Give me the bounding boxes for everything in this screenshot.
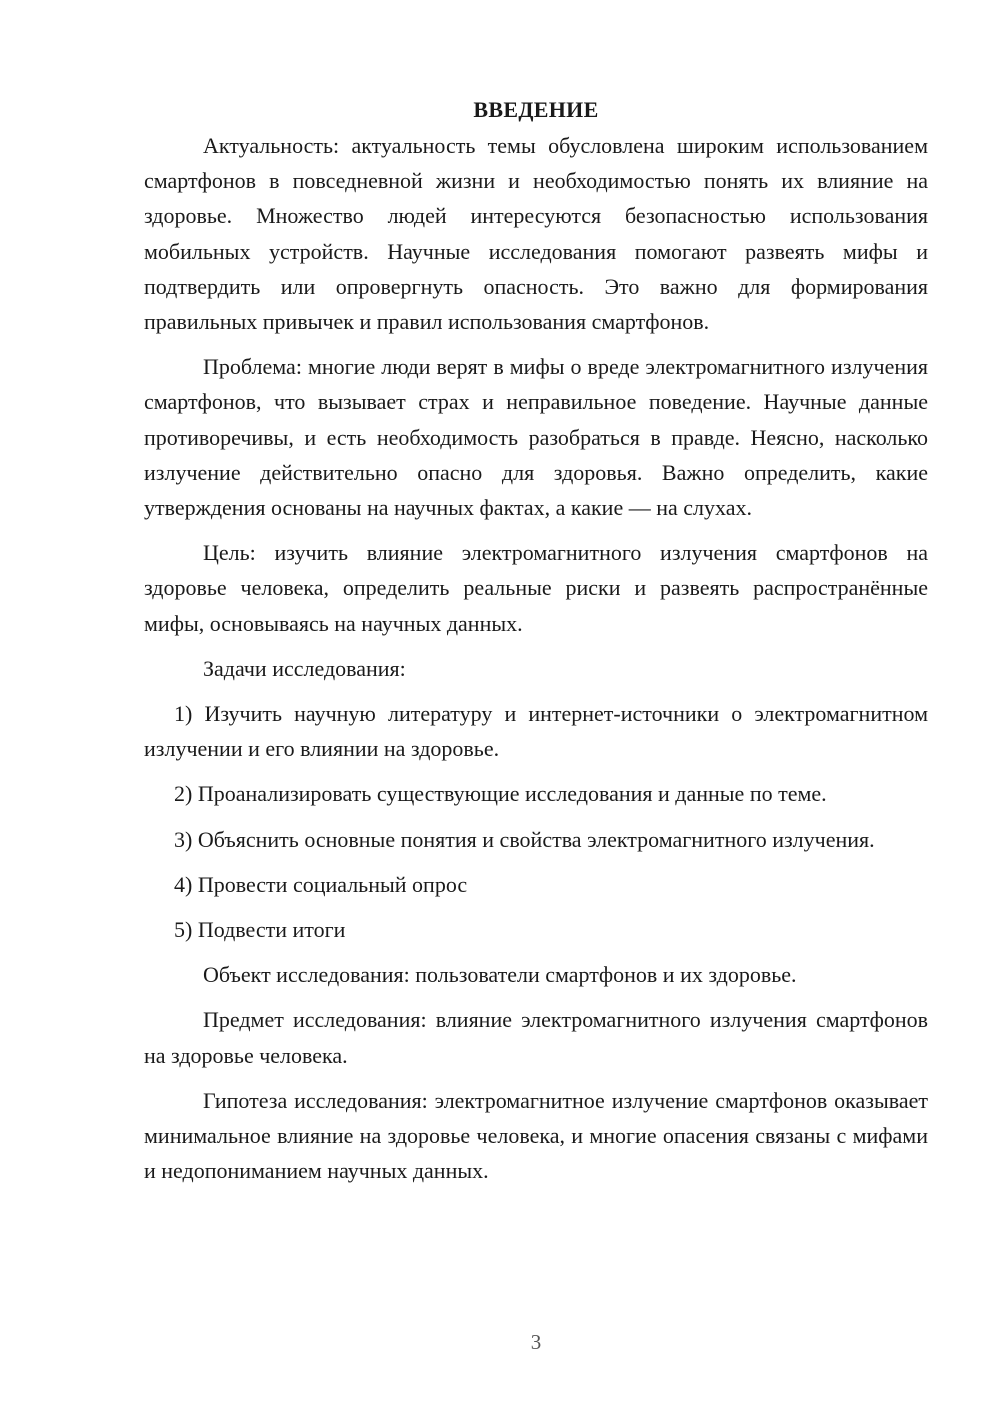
task-item-4: 4) Провести социальный опрос	[174, 871, 468, 897]
paragraph-tasks-heading: Задачи исследования:	[203, 655, 406, 681]
document-page	[144, 92, 928, 1188]
paragraph-subject: Предмет исследования: влияние электромагнитного излучения смартфонов на здоровье человека.	[144, 1007, 928, 1068]
task-item-3: 3) Объяснить основные понятия и свойства электромагнитного излучения.	[174, 826, 875, 852]
task-item-5: 5) Подвести итоги	[174, 917, 346, 943]
task-item-2: 2) Проанализировать существующие исследования и данные по теме.	[174, 781, 827, 807]
page-number: 3	[530, 1330, 542, 1354]
page-title: ВВЕДЕНИЕ	[473, 97, 599, 122]
paragraph-hypothesis: Гипотеза исследования: электромагнитное излучение смартфонов оказывает минимальное влияние на здоровье человека, и многие опасения связаны с мифами и недопониманием научных данных.	[144, 1087, 928, 1184]
paragraph-object: Объект исследования: пользователи смартфонов и их здоровье.	[203, 962, 797, 988]
paragraph-problem: Проблема: многие люди верят в мифы о вреде электромагнитного излучения смартфонов, что вызывает страх и неправильное поведение. Научные данные противоречивы, и есть необходимость разобраться в правде. Неясно, насколько излучение действительно опасно для здоровья. Важно определить, какие утверждения основаны на научных фактах, а какие — на слухах.	[144, 354, 928, 521]
task-item-1: 1) Изучить научную литературу и интернет-источники о электромагнитном излучении и его влиянии на здоровье.	[144, 701, 928, 762]
paragraph-goal: Цель: изучить влияние электромагнитного излучения смартфонов на здоровье человека, определить реальные риски и развеять распространённые мифы, основываясь на научных данных.	[144, 540, 928, 636]
paragraph-relevance: Актуальность: актуальность темы обусловлена широким использованием смартфонов в повседневной жизни и необходимостью понять их влияние на здоровье. Множество людей интересуются безопасностью использования мобильных устройств. Научные исследования помогают развеять мифы и подтвердить или опровергнуть опасность. Это важно для формирования правильных привычек и правил использования смартфонов.	[144, 133, 928, 335]
